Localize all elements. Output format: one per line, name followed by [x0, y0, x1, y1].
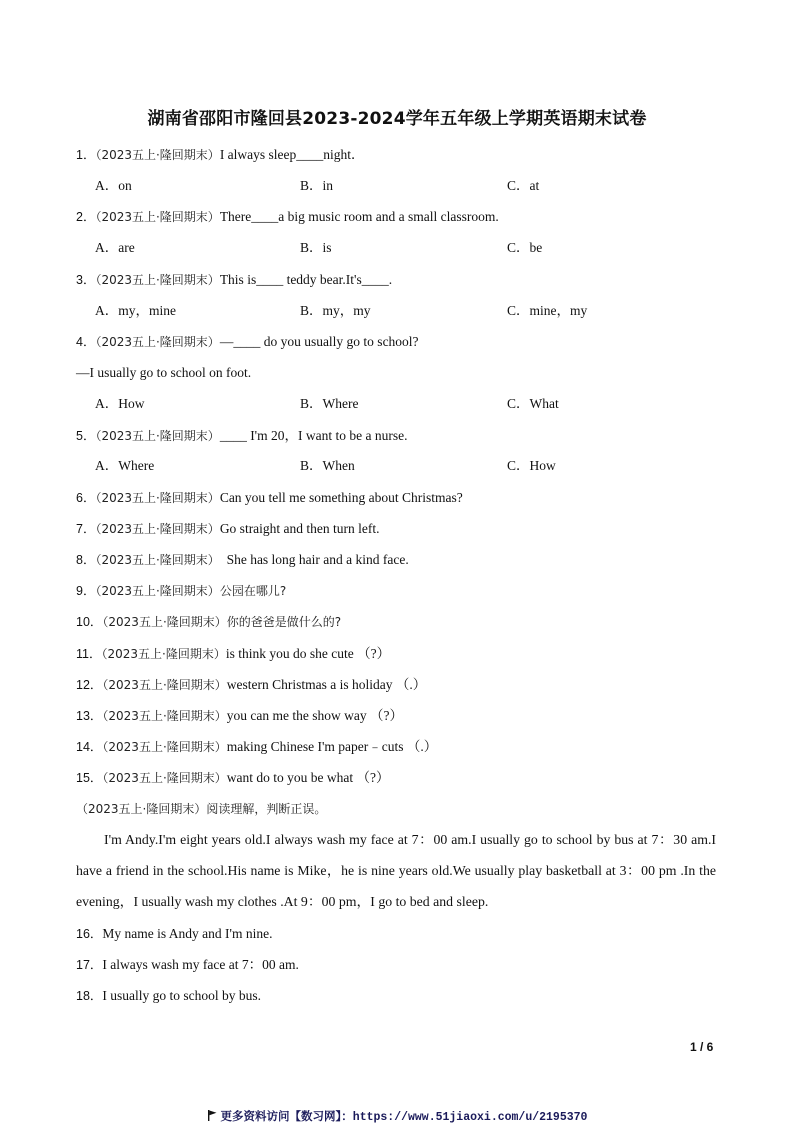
question-8: 8．（2023五上·隆回期末） She has long hair and a kind face. — [76, 552, 409, 567]
q2-option-a[interactable]: A．are — [95, 240, 135, 255]
q3-option-c[interactable]: C．mine，my — [507, 303, 588, 318]
q3-option-b[interactable]: B．my，my — [300, 303, 371, 318]
question-9: 9．（2023五上·隆回期末）公园在哪儿? — [76, 584, 287, 598]
question-5: 5．（2023五上·隆回期末）____ I'm 20，I want to be a nurse. — [76, 428, 408, 443]
question-7: 7．（2023五上·隆回期末）Go straight and then turn left. — [76, 521, 380, 536]
exam-title: 湖南省邵阳市隆回县2023-2024学年五年级上学期英语期末试卷 — [147, 109, 647, 129]
question-13: 13．（2023五上·隆回期末）you can me the show way （?） — [76, 708, 403, 723]
q2-option-b[interactable]: B．is — [300, 240, 332, 255]
question-10: 10．（2023五上·隆回期末）你的爸爸是做什么的? — [76, 615, 342, 629]
question-4-answer-line: —I usually go to school on foot. — [76, 365, 252, 380]
question-6: 6．（2023五上·隆回期末）Can you tell me something about Christmas? — [76, 490, 463, 505]
q3-option-a[interactable]: A．my，mine — [95, 303, 176, 318]
q2-option-c[interactable]: C．be — [507, 240, 543, 255]
q4-option-b[interactable]: B．Where — [300, 396, 359, 411]
question-15: 15．（2023五上·隆回期末）want do to you be what （?） — [76, 770, 390, 785]
q5-option-c[interactable]: C．How — [507, 458, 556, 473]
question-14: 14．（2023五上·隆回期末）making Chinese I'm paper﹣cuts （.） — [76, 739, 438, 754]
flag-icon — [207, 1110, 217, 1125]
reading-passage: I'm Andy.I'm eight years old.I always wash my face at 7：00 am.I usually go to school by bus at 7：30 am.I have a friend in the school.His name is Mike，he is nine years old.We usually play basketball at 3：00 pm .In the evening，I usually wash my clothes .At 9：00 pm，I go to bed and sleep. — [76, 832, 716, 909]
question-18: 18．I usually go to school by bus. — [76, 988, 262, 1003]
question-17: 17．I always wash my face at 7：00 am. — [76, 957, 299, 972]
q1-option-b[interactable]: B．in — [300, 178, 334, 193]
page-number: 1 / 6 — [690, 1040, 714, 1054]
q4-option-c[interactable]: C．What — [507, 396, 559, 411]
reading-intro: （2023五上·隆回期末）阅读理解，判断正误。 — [76, 802, 327, 816]
q1-option-c[interactable]: C．at — [507, 178, 540, 193]
question-16: 16．My name is Andy and I'm nine. — [76, 926, 273, 941]
question-11: 11．（2023五上·隆回期末）is think you do she cute （?） — [76, 646, 391, 661]
question-12: 12．（2023五上·隆回期末）western Christmas a is holiday （.） — [76, 677, 427, 692]
q5-option-a[interactable]: A．Where — [95, 458, 155, 473]
question-1: 1．（2023五上·隆回期末）I always sleep____night． — [76, 147, 365, 162]
question-2: 2．（2023五上·隆回期末）There____a big music room and a small classroom. — [76, 209, 499, 224]
q4-option-a[interactable]: A．How — [95, 396, 145, 411]
question-4: 4．（2023五上·隆回期末）—____ do you usually go to school? — [76, 334, 419, 349]
q5-option-b[interactable]: B．When — [300, 458, 355, 473]
question-3: 3．（2023五上·隆回期末）This is____ teddy bear.It's____. — [76, 272, 393, 287]
footer-link[interactable]: 更多资料访问【数习网】：https://www.51jiaoxi.com/u/2195370 — [0, 1108, 794, 1125]
q1-option-a[interactable]: A．on — [95, 178, 132, 193]
